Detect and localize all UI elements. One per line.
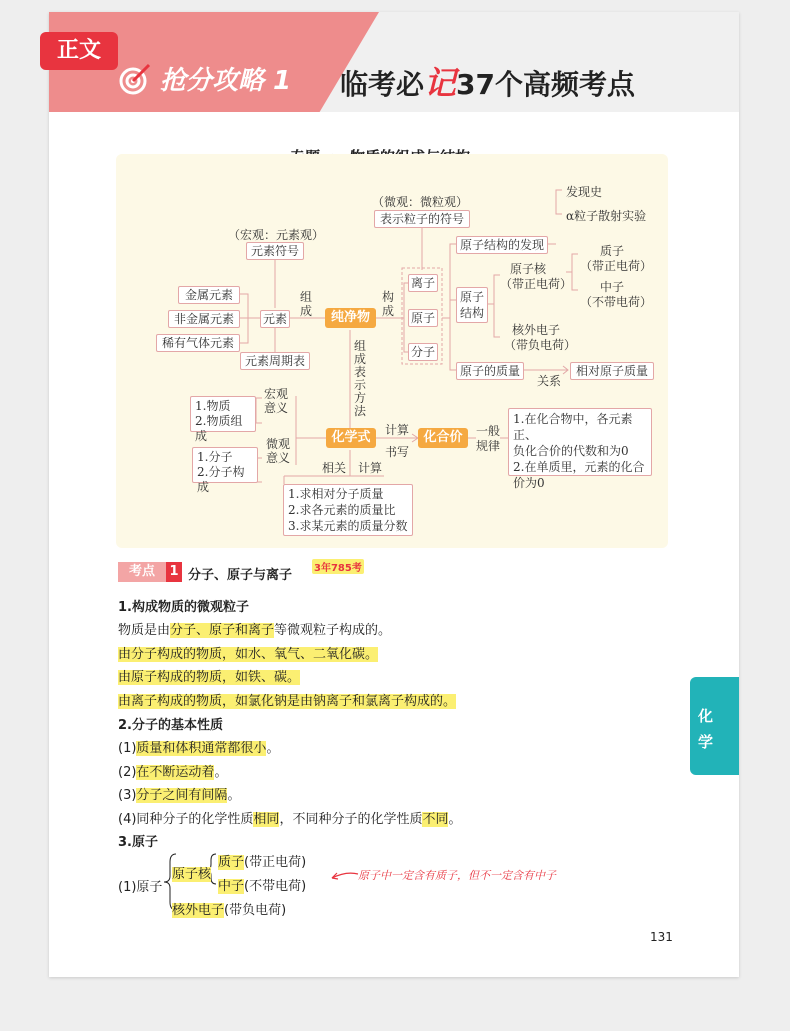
paragraph-ion-substances: 由离子构成的物质，如氯化钠是由钠离子和氯离子构成的。 [118,694,457,709]
micro-note: （微观：微粒观） [372,195,469,209]
property-3: (3)分子之间有间隔。 [118,788,241,803]
write-label: 书写 [385,445,410,459]
section-title: 分子、原子与离子 [188,568,293,583]
heading-molecule-properties: 2.分子的基本性质 [118,718,223,733]
general-rule-label: 一般规律 [476,424,501,453]
rule-line-3: 2.在单质里，元素的化合 [513,460,645,474]
property-2: (2)在不断运动着。 [118,765,228,780]
calc-item-3: 3.求某元素的质量分数 [288,519,408,533]
heading-atom: 3.原子 [118,835,158,850]
side-tab-char-2: 学 [698,733,714,751]
discovery-history-label: 发现史 [566,185,603,199]
side-tab-char-1: 化 [698,707,714,725]
atom-neutron: 中子(不带电荷) [218,879,307,894]
property-1: (1)质量和体积通常都很小。 [118,741,280,756]
nucleus-charge-label: （带正电荷） [500,277,573,291]
calc-item-2: 2.求各元素的质量比 [288,503,396,517]
compose-label: 组成 [300,290,313,318]
rule-line-2: 负化合价的代数和为0 [513,444,629,458]
property-4: (4)同种分子的化学性质相同，不同种分子的化学性质不同。 [118,812,462,827]
page-number: 131 [650,930,673,944]
molecule-meaning-box [192,447,258,494]
paragraph-particles: 物质是由分子、原子和离子等微观粒子构成的。 [118,623,392,638]
atom-nucleus: 原子核 [172,867,212,882]
micro-meaning-label: 微观意义 [266,437,291,465]
proton-charge-label: （带正电荷） [580,259,653,273]
constitute-label: 构成 [382,290,395,318]
heading-micro-particles: 1.构成物质的微观粒子 [118,600,249,615]
molecule-box: 分子 [408,343,438,361]
pure-substance-box: 纯净物 [325,308,376,328]
electron-label: 核外电子 [512,323,561,337]
rule-line-1: 1.在化合物中，各元素正、 [513,412,633,442]
chemical-formula-box: 化学式 [326,428,376,448]
exam-frequency-badge: 3年785考 [312,559,364,574]
macro-note: （宏观：元素观） [228,228,325,242]
nonmetal-element-box: 非金属元素 [168,310,240,328]
macro-meaning-label: 宏观意义 [264,387,289,415]
atom-mass-box: 原子的质量 [456,362,524,380]
section-number: 1 [166,562,182,582]
nucleus-label: 原子核 [510,262,547,276]
neutron-charge-label: （不带电荷） [580,295,653,309]
metal-element-box: 金属元素 [178,286,240,304]
substance-item: 1.物质 [195,399,231,413]
related-calc-label: 相关 计算 [322,461,383,475]
element-box: 元素 [260,310,290,328]
section-tag: 正文 [40,32,118,70]
rule-line-4: 价为0 [513,476,545,490]
molecule-composition-item: 2.分子构成 [197,465,245,494]
atom-proton: 质子(带正电荷) [218,855,307,870]
valence-rules-box [508,408,652,490]
relative-atomic-mass-box: 相对原子质量 [570,362,654,380]
atom-label: (1)原子 [118,880,163,895]
atom-discovery-box: 原子结构的发现 [456,236,548,254]
proton-label: 质子 [600,244,625,258]
notation-label: 组成表示方法 [354,339,367,418]
ion-box: 离子 [408,274,438,292]
periodic-table-box: 元素周期表 [240,352,310,370]
calc-item-1: 1.求相对分子质量 [288,487,384,501]
calc-label: 计算 [385,423,410,437]
neutron-label: 中子 [600,280,625,294]
note-arrow-icon [330,868,360,882]
particle-symbol-box: 表示粒子的符号 [374,210,470,228]
atom-electron: 核外电子(带负电荷) [172,903,287,918]
valence-box: 化合价 [418,428,468,448]
paragraph-molecule-substances: 由分子构成的物质，如水、氧气、二氧化碳。 [118,647,379,662]
relation-label: 关系 [537,374,562,388]
handwritten-note: 原子中一定含有质子，但不一定含有中子 [358,869,556,882]
element-symbol-box: 元素符号 [246,242,304,260]
substance-meaning-box [190,396,256,443]
atom-structure-box: 原子结构 [456,287,488,323]
subject-side-tab [690,677,739,775]
paragraph-atom-substances: 由原子构成的物质，如铁、碳。 [118,670,301,685]
header-headline: 临考必记37个高频考点 [340,64,635,102]
header-title: 抢分攻略 1 [160,66,292,96]
alpha-scattering-label: α粒子散射实验 [566,209,647,223]
substance-composition-item: 2.物质组成 [195,414,243,443]
electron-charge-label: （带负电荷） [504,338,577,352]
section-label: 考点 [118,562,166,582]
atom-box: 原子 [408,309,438,327]
calculation-box [283,484,413,536]
noble-gas-element-box: 稀有气体元素 [156,334,240,352]
molecule-item: 1.分子 [197,450,233,464]
